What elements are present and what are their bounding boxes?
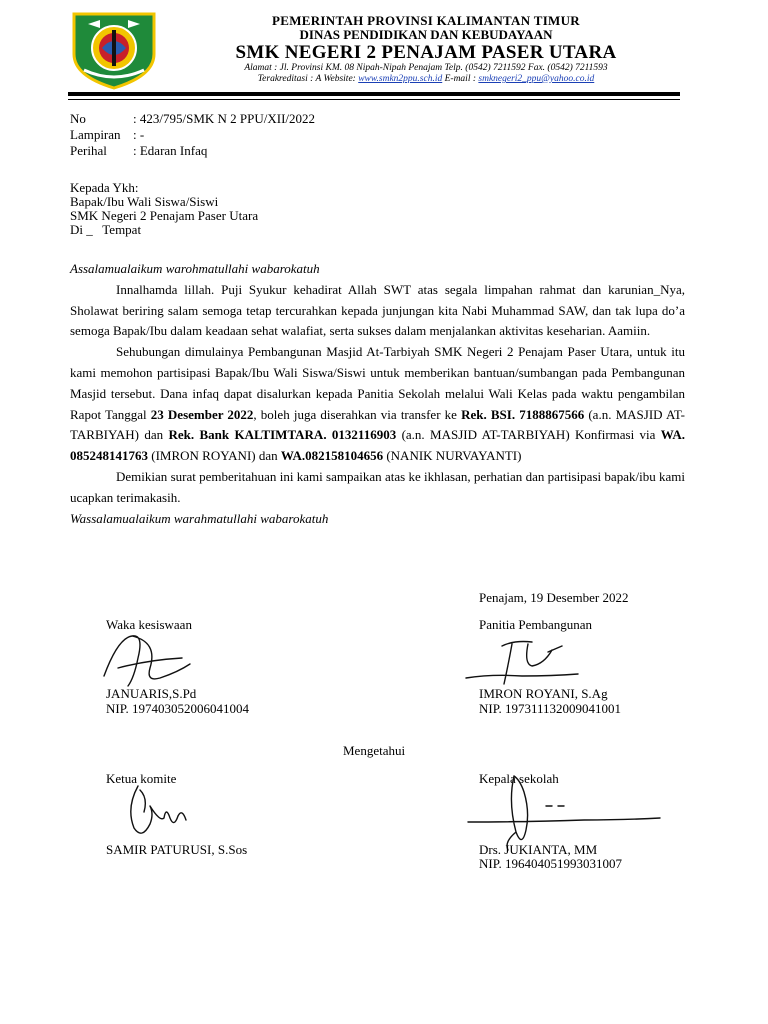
letterhead-school-name: SMK NEGERI 2 PENAJAM PASER UTARA: [235, 42, 617, 63]
donation-date: 23 Desember 2022: [150, 406, 254, 422]
meta-attachment-row: [70, 127, 470, 143]
letterhead-government: PEMERINTAH PROVINSI KALIMANTAN TIMUR: [271, 13, 580, 28]
meta-subject-row: [70, 143, 470, 159]
recipient-line-2: Bapak/Ibu Wali Siswa/Siswi: [70, 194, 219, 209]
meta-attachment-value: : -: [133, 127, 145, 142]
komite-title: Ketua komite: [106, 771, 177, 786]
panitia-signature-icon: [462, 636, 582, 688]
place-date: Penajam, 19 Desember 2022: [479, 590, 629, 605]
kepsek-title: Kepala sekolah: [479, 771, 559, 786]
closing-greeting: Wassalamualaikum warahmatullahi wabarokatuh: [70, 510, 329, 526]
whatsapp-contact-1: WA. 085248141763: [70, 427, 685, 464]
waka-signature-icon: [98, 628, 198, 692]
donation-text-5: (IMRON ROYANI) dan: [148, 448, 281, 464]
email-link[interactable]: smknegeri2_ppu@yahoo.co.id: [478, 74, 595, 84]
donation-text-2: , boleh juga diserahkan via transfer ke: [253, 406, 462, 422]
recipient-line-4: Di _ Tempat: [70, 222, 142, 237]
meta-number-value: : 423/795/SMK N 2 PPU/XII/2022: [133, 111, 316, 126]
waka-name: JANUARIS,S.Pd: [106, 686, 197, 701]
donation-text-1: Sehubungan dimulainya Pembangunan Masjid At-Tarbiyah SMK Negeri 2 Penajam Paser Utara, untuk itu kami memohon partisipasi Bapak/Ibu Wali Siswa/Siswi untuk memberikan bantuan/sumbangan pada Pembangunan Masjid tersebut. Dana infaq dapat disalurkan kepada Panitia Sekolah melalui Wali Kelas pada waktu pengambilan Rapot Tanggal: [70, 344, 685, 422]
recipient-line-1: Kepada Ykh:: [70, 180, 139, 195]
whatsapp-contact-2: WA.082158104656: [280, 448, 384, 464]
letter-body: [70, 259, 685, 529]
meta-number-label: No: [70, 111, 86, 126]
school-logo-icon: [70, 10, 158, 90]
kepsek-name: Drs. JUKIANTA, MM: [479, 842, 598, 857]
panitia-title: Panitia Pembangunan: [479, 617, 593, 632]
paragraph-donation: [70, 342, 685, 467]
recipient-line-3: SMK Negeri 2 Penajam Paser Utara: [70, 208, 259, 223]
paragraph-closing: Demikian surat pemberitahuan ini kami sampaikan atas ke ikhlasan, perhatian dan partisipasi bapak/ibu kami ucapkan terimakasih.: [70, 468, 685, 505]
letterhead-thin-rule: [68, 99, 680, 100]
kepsek-signature-icon: [464, 772, 664, 852]
meta-number-row: [70, 111, 470, 127]
accreditation-text: Terakreditasi : A Website:: [257, 74, 359, 84]
komite-signature-icon: [120, 778, 194, 846]
letterhead-contact: [150, 74, 702, 85]
komite-name: SAMIR PATURUSI, S.Sos: [106, 842, 248, 857]
meta-subject-label: Perihal: [70, 143, 107, 158]
panitia-name: IMRON ROYANI, S.Ag: [479, 686, 608, 701]
donation-text-6: (NANIK NURVAYANTI): [383, 448, 522, 464]
website-link[interactable]: www.smkn2ppu.sch.id: [358, 74, 443, 84]
waka-title: Waka kesiswaan: [106, 617, 192, 632]
greeting: Assalamualaikum warohmatullahi wabarokatuh: [70, 261, 320, 276]
waka-nip: NIP. 197403052006041004: [106, 701, 250, 716]
donation-text-4: (a.n. MASJID AT-TARBIYAH) Konfirmasi via: [396, 427, 661, 443]
bank-account-bsi: Rek. BSI. 7188867566: [461, 406, 585, 422]
paragraph-opening: Innalhamda lillah. Puji Syukur kehadirat Allah SWT atas segala limpahan rahmat dan karunian_Nya, Sholawat beriring salam semoga tetap tercurahkan kepada junjungan kita Nabi Muhammad SAW, dan tak lupa do’a semoga Bapak/Ibu dalam keadaan sehat walafiat, serta sukses dalam menjalankan aktivitas keseharian. Aamiin.: [70, 281, 685, 339]
acknowledged-label: Mengetahui: [343, 743, 406, 758]
letterhead-address: Alamat : Jl. Provinsi KM. 08 Nipah-Nipah Penajam Telp. (0542) 7211592 Fax. (0542) 7211593: [244, 63, 608, 73]
kepsek-nip: NIP. 196404051993031007: [479, 856, 623, 871]
email-label: E-mail :: [442, 74, 479, 84]
meta-subject-value: : Edaran Infaq: [133, 143, 208, 158]
letterhead-department: DINAS PENDIDIKAN DAN KEBUDAYAAN: [299, 27, 553, 42]
panitia-nip: NIP. 197311132009041001: [479, 701, 622, 716]
bank-account-kaltimtara: Rek. Bank KALTIMTARA. 0132116903: [168, 427, 397, 443]
donation-text-3: (a.n. MASJID AT-TARBIYAH) dan: [70, 406, 685, 443]
letterhead-thick-rule: [68, 92, 680, 96]
letterhead: [150, 14, 702, 85]
meta-attachment-label: Lampiran: [70, 127, 121, 142]
